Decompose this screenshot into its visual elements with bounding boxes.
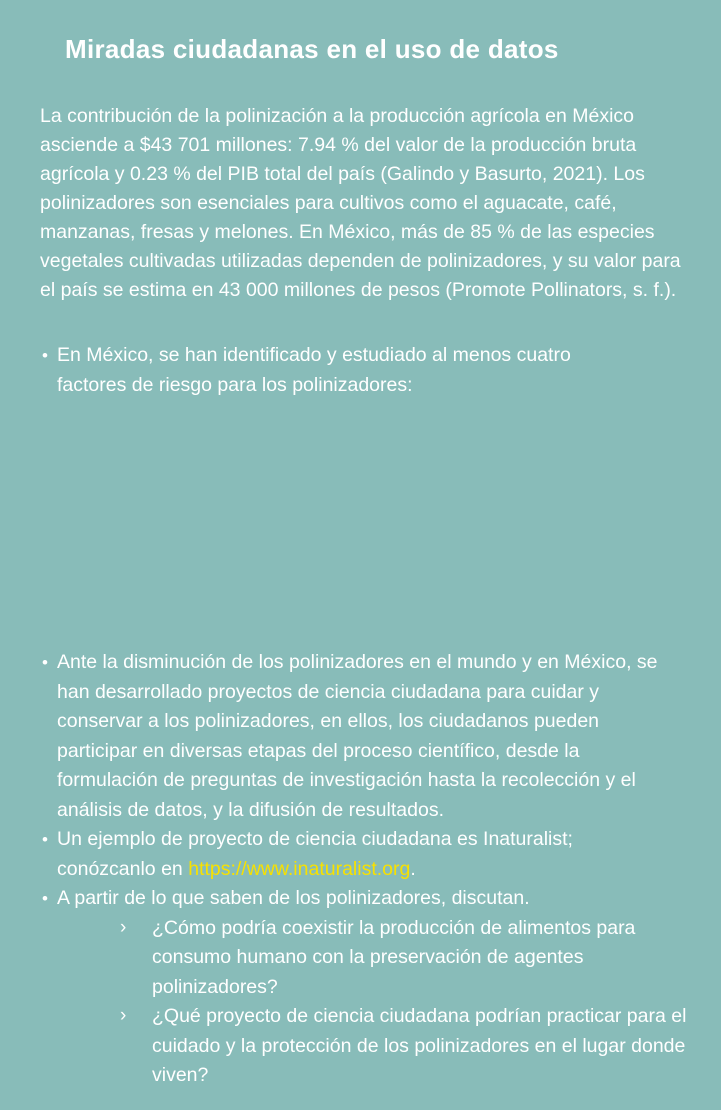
question-text: ¿Cómo podría coexistir la producción de alimentos para consumo humano con la preservación de agentes polinizadores?: [152, 916, 636, 998]
inaturalist-link[interactable]: https://www.inaturalist.org: [188, 857, 411, 880]
list-item-citizen-science: [42, 648, 721, 825]
bullet-icon: •: [42, 653, 48, 672]
list-item-question-coexist: [120, 914, 721, 1003]
inaturalist-text-before-link: Un ejemplo de proyecto de ciencia ciudadana es Inaturalist; conózcanlo en: [57, 828, 573, 880]
bullet-icon: •: [42, 346, 48, 365]
page-title: Miradas ciudadanas en el uso de datos: [65, 34, 559, 64]
list-item-text: [57, 825, 669, 884]
list-item-risk-factors: [42, 341, 721, 648]
list-item-text: A partir de lo que saben de los polinizadores, discutan.: [57, 887, 530, 909]
inaturalist-text-after-link: .: [410, 857, 416, 880]
list-item-inaturalist: [42, 825, 721, 884]
bullet-icon: •: [42, 830, 48, 849]
discussion-question-list: [57, 914, 721, 1091]
chevron-right-icon: ›: [120, 1005, 127, 1026]
list-item-text: En México, se han identificado y estudiado al menos cuatro factores de riesgo para los polinizadores:: [57, 344, 571, 396]
content-gap: [57, 400, 721, 648]
chevron-right-icon: ›: [120, 916, 127, 938]
intro-paragraph: La contribución de la polinización a la producción agrícola en México asciende a $43 701 millones: 7.94 % del valor de la producción bruta agrícola y 0.23 % del PIB total del país (Galindo y Basurto, 2021). Los polinizadores son esenciales para cultivos como el aguacate, café, manzanas, fresas y melones. En México, más de 85 % de las especies vegetales cultivadas utilizadas dependen de polinizadores, y su valor para el país se estima en 43 000 millones de pesos (Promote Pollinators, s. f.).: [40, 105, 681, 301]
bullet-icon: •: [42, 889, 48, 908]
list-item-question-project: [120, 1002, 721, 1091]
bullet-list: [0, 341, 721, 1091]
list-item-discuss: [42, 884, 721, 1091]
question-text: ¿Qué proyecto de ciencia ciudadana podrían practicar para el cuidado y la protección de los polinizadores en el lugar donde viven?: [152, 1005, 687, 1086]
list-item-text: Ante la disminución de los polinizadores en el mundo y en México, se han desarrollado proyectos de ciencia ciudadana para cuidar y conservar a los polinizadores, en ellos, los ciudadanos pueden participar en diversas etapas del proceso científico, desde la formulación de preguntas de investigación hasta la recolección y el análisis de datos, y la difusión de resultados.: [57, 651, 658, 821]
